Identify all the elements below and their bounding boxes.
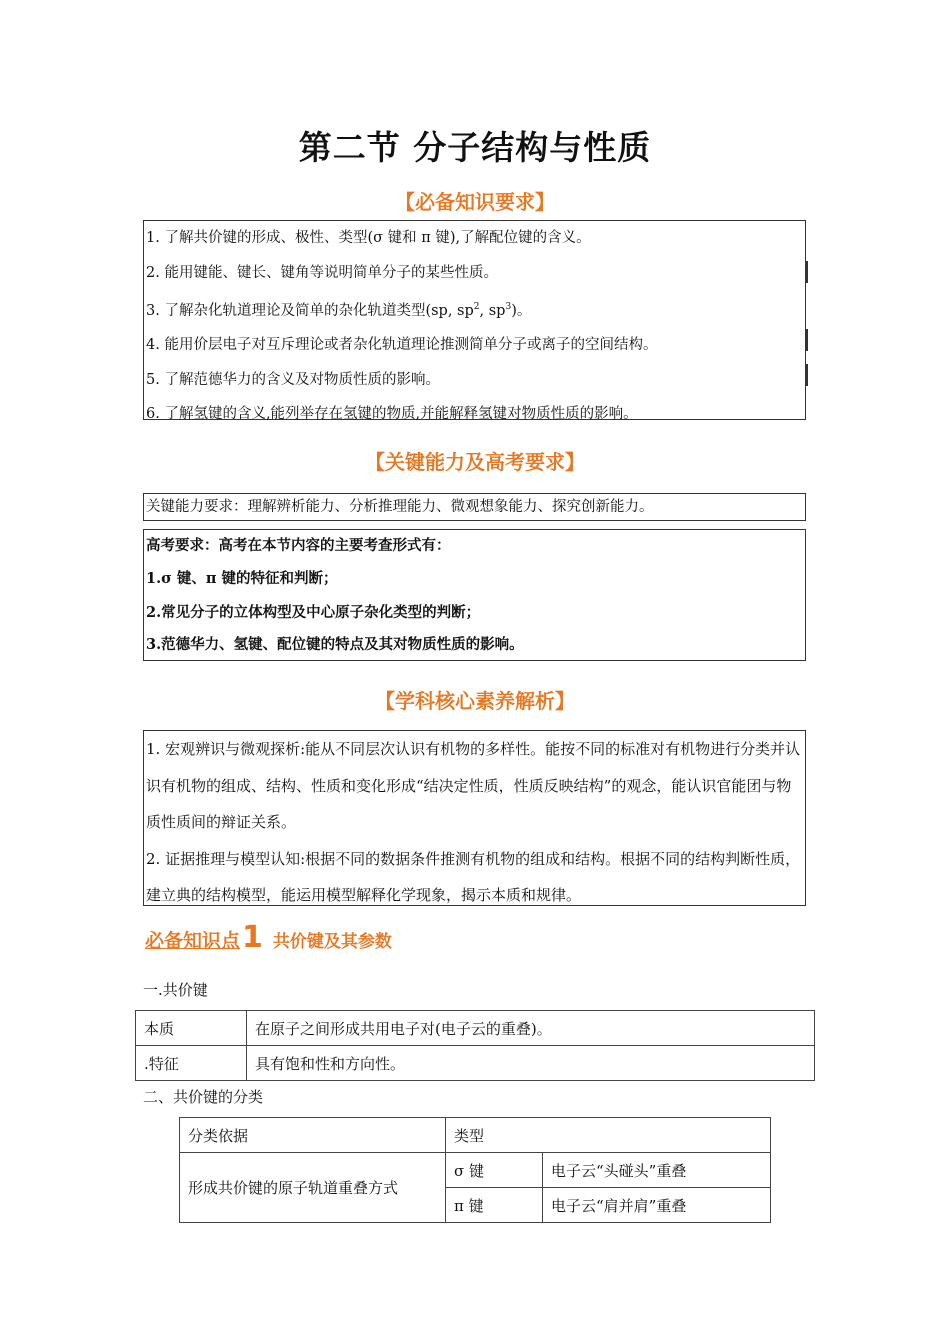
knowledge-point-number: 1 bbox=[242, 920, 263, 955]
exam-box bbox=[143, 529, 806, 661]
border-mark bbox=[806, 261, 808, 283]
requirement-item: 4. 能用价层电子对互斥理论或者杂化轨道理论推测简单分子或离子的空间结构。 bbox=[146, 337, 658, 354]
classification-table bbox=[179, 1117, 771, 1223]
knowledge-point-heading bbox=[145, 920, 392, 955]
literacy-box bbox=[143, 730, 806, 906]
ability-box bbox=[143, 493, 806, 521]
row-value: 具有饱和性和方向性。 bbox=[247, 1046, 815, 1081]
exam-line: 高考要求：高考在本节内容的主要考查形式有： bbox=[146, 537, 451, 554]
covalent-bond-table bbox=[135, 1010, 815, 1081]
knowledge-point-subtitle: 共价键及其参数 bbox=[272, 932, 392, 952]
table-row bbox=[180, 1153, 771, 1188]
basis-cell: 形成共价键的原子轨道重叠方式 bbox=[180, 1153, 446, 1223]
row-value: 在原子之间形成共用电子对(电子云的重叠)。 bbox=[247, 1011, 815, 1046]
row-key: .特征 bbox=[136, 1046, 247, 1081]
type-name: σ 键 bbox=[446, 1153, 543, 1188]
requirement-item: 6. 了解氢键的含义,能列举存在氢键的物质,并能解释氢键对物质性质的影响。 bbox=[146, 406, 638, 423]
border-mark bbox=[806, 364, 808, 386]
type-desc: 电子云“头碰头”重叠 bbox=[543, 1153, 771, 1188]
table-row bbox=[136, 1011, 815, 1046]
covalent-bond-heading: 一.共价键 bbox=[143, 981, 208, 999]
border-mark bbox=[806, 329, 808, 351]
exam-line: 3.范德华力、氢键、配位键的特点及其对物质性质的影响。 bbox=[146, 636, 524, 653]
section-heading-literacy: 【学科核心素养解析】 bbox=[375, 689, 575, 713]
classification-heading: 二、共价键的分类 bbox=[143, 1088, 264, 1106]
ability-text: 关键能力要求：理解辨析能力、分析推理能力、微观想象能力、探究创新能力。 bbox=[146, 499, 654, 515]
header-type: 类型 bbox=[446, 1118, 771, 1153]
literacy-paragraph: 1. 宏观辨识与微观探析:能从不同层次认识有机物的多样性。能按不同的标准对有机物进行分类并认识有机物的组成、结构、性质和变化形成“结决定性质，性质反映结构”的观念，能认识官能团与物质性质间的辩证关系。 bbox=[146, 740, 801, 831]
requirements-box bbox=[143, 220, 806, 423]
literacy-paragraph: 2. 证据推理与模型认知:根据不同的数据条件推测有机物的组成和结构。根据不同的结构判断性质，建立典的结构模型，能运用模型解释化学现象，揭示本质和规律。 bbox=[146, 849, 801, 904]
requirement-item: 2. 能用键能、键长、键角等说明简单分子的某些性质。 bbox=[146, 264, 498, 281]
requirement-item: 5. 了解范德华力的含义及对物质性质的影响。 bbox=[146, 371, 440, 388]
section-heading-abilities: 【关键能力及高考要求】 bbox=[365, 450, 585, 474]
requirement-item: 1. 了解共价键的形成、极性、类型(σ 键和 π 键),了解配位键的含义。 bbox=[146, 230, 591, 246]
type-name: π 键 bbox=[446, 1188, 543, 1223]
requirement-item: 3. 了解杂化轨道理论及简单的杂化轨道类型(sp, $sp^2$, $sp^3$)。 bbox=[146, 302, 532, 319]
exam-line: 2.常见分子的立体构型及中心原子杂化类型的判断； bbox=[146, 604, 481, 621]
page-title: 第二节 分子结构与性质 bbox=[298, 128, 652, 167]
row-key: 本质 bbox=[136, 1011, 247, 1046]
table-row bbox=[180, 1118, 771, 1153]
knowledge-point-label: 必备知识点 bbox=[145, 930, 241, 952]
header-basis: 分类依据 bbox=[180, 1118, 446, 1153]
table-row bbox=[136, 1046, 815, 1081]
exam-line: 1.σ 键、π 键的特征和判断； bbox=[146, 570, 338, 587]
section-heading-requirements: 【必备知识要求】 bbox=[395, 190, 555, 214]
type-desc: 电子云“肩并肩”重叠 bbox=[543, 1188, 771, 1223]
